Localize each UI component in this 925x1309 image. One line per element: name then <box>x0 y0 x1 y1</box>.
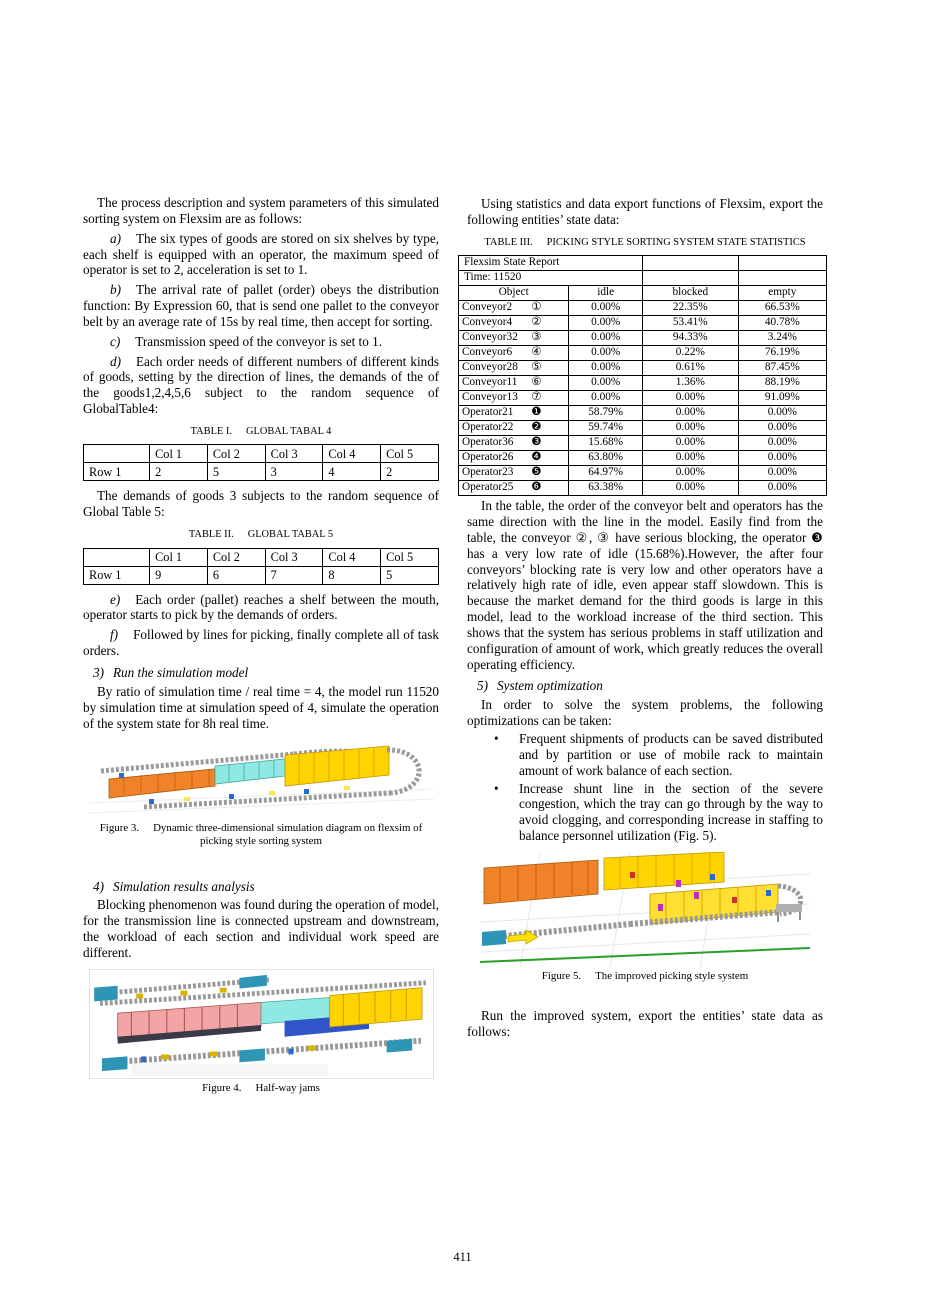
table-row <box>459 331 827 346</box>
table-row <box>459 406 827 421</box>
table2-header-cell: Col 2 <box>207 548 265 566</box>
table3-body <box>459 301 827 496</box>
item-label: c) <box>110 333 121 349</box>
table-row <box>84 566 439 584</box>
list-item <box>83 627 439 659</box>
object-cell <box>459 346 569 361</box>
cell-value: 3 <box>265 463 323 481</box>
object-name: Conveyor6 <box>462 346 513 359</box>
object-marker: ⑤ <box>531 361 542 374</box>
table2-header-cell: Col 1 <box>150 548 208 566</box>
right-column <box>462 195 823 1042</box>
table-row <box>459 346 827 361</box>
blocked-value: 1.36% <box>642 376 738 391</box>
table2-caption-label: TABLE II. <box>188 529 234 541</box>
list-items-e-f <box>83 592 439 659</box>
table1-header-cell: Col 1 <box>150 445 208 463</box>
heading-text: System optimization <box>497 678 603 694</box>
object-name: Operator36 <box>462 436 514 449</box>
idle-value: 0.00% <box>569 301 643 316</box>
idle-value: 0.00% <box>569 391 643 406</box>
table1-header-cell: Col 2 <box>207 445 265 463</box>
idle-value: 0.00% <box>569 331 643 346</box>
table3-caption-label: TABLE III. <box>484 236 533 248</box>
figure3 <box>83 739 439 819</box>
blocked-value: 0.00% <box>642 436 738 451</box>
table1-header-cell: Col 4 <box>323 445 381 463</box>
heading-text: Run the simulation model <box>113 665 249 680</box>
object-marker: ④ <box>531 346 542 359</box>
list-item <box>83 354 439 417</box>
list-item <box>83 592 439 624</box>
heading-run-simulation <box>93 665 439 681</box>
run-paragraph: By ratio of simulation time / real time = 4, the model run 11520 by simulation time at simulation speed of 4, simulate the operation of the system state for 8h real time. <box>83 683 439 731</box>
table2-global-tabal-5 <box>83 548 439 585</box>
object-cell <box>459 421 569 436</box>
cell-value: 5 <box>207 463 265 481</box>
empty-value: 0.00% <box>738 436 826 451</box>
idle-value: 0.00% <box>569 316 643 331</box>
idle-value: 63.80% <box>569 451 643 466</box>
table3-header-empty: empty <box>738 286 826 301</box>
figure4-image <box>89 969 434 1079</box>
table2-caption <box>83 529 439 541</box>
object-name: Conveyor11 <box>462 376 518 389</box>
table-row <box>459 466 827 481</box>
object-name: Operator25 <box>462 481 514 494</box>
item-text: Followed by lines for picking, finally complete all of task orders. <box>83 627 439 659</box>
page-number: 411 <box>453 1250 472 1264</box>
item-text: The arrival rate of pallet (order) obeys the distribution function: By Expression 60, that is send one pallet to the conveyor belt by an average rate of 15s by real time, then accept for sorting. <box>83 282 439 329</box>
object-marker: ❹ <box>531 451 542 464</box>
figure5-caption-label: Figure 5. <box>541 969 582 982</box>
object-cell <box>459 466 569 481</box>
table-row <box>459 301 827 316</box>
optimization-bullet-list <box>492 731 823 844</box>
run-improved-paragraph: Run the improved system, export the entities’ state data as follows: <box>467 1007 823 1039</box>
table1-global-tabal-4 <box>83 444 439 481</box>
intro-paragraph: The process description and system parameters of this simulated sorting system on Flexsim are as follows: <box>83 195 439 226</box>
table2-header-cell: Col 5 <box>381 548 439 566</box>
list-item <box>83 282 439 330</box>
table2-header-cell <box>84 548 150 566</box>
cell-value: 2 <box>381 463 439 481</box>
table-row <box>459 316 827 331</box>
empty-value: 40.78% <box>738 316 826 331</box>
object-marker: ① <box>531 301 542 314</box>
table3-header-object: Object <box>459 286 569 301</box>
table3-header-blocked: blocked <box>642 286 738 301</box>
object-marker: ❺ <box>531 466 542 479</box>
table1-caption-title: GLOBAL TABAL 4 <box>245 425 332 437</box>
empty-cell <box>738 256 826 271</box>
list-item <box>83 231 439 279</box>
table2-header-cell: Col 3 <box>265 548 323 566</box>
object-name: Operator22 <box>462 421 514 434</box>
figure3-caption-text: Dynamic three-dimensional simulation diagram on flexsim of picking style sorting system <box>153 822 423 848</box>
table3-state-statistics <box>458 255 827 496</box>
item-label: f) <box>110 627 119 643</box>
empty-value: 87.45% <box>738 361 826 376</box>
blocked-value: 0.00% <box>642 451 738 466</box>
blocked-value: 22.35% <box>642 301 738 316</box>
report-time: Time: 11520 <box>459 271 643 286</box>
object-marker: ❻ <box>531 481 542 494</box>
blocked-value: 0.00% <box>642 421 738 436</box>
object-name: Operator26 <box>462 451 514 464</box>
object-name: Operator23 <box>462 466 514 479</box>
empty-value: 88.19% <box>738 376 826 391</box>
table1-header-cell: Col 5 <box>381 445 439 463</box>
cell-value: 4 <box>323 463 381 481</box>
empty-value: 0.00% <box>738 451 826 466</box>
figure4-caption-text: Half-way jams <box>255 1081 320 1094</box>
empty-value: 0.00% <box>738 481 826 496</box>
item-label: b) <box>110 282 121 298</box>
object-cell <box>459 301 569 316</box>
object-marker: ③ <box>531 331 542 344</box>
idle-value: 0.00% <box>569 376 643 391</box>
table1-header-row <box>84 445 439 463</box>
figure5 <box>467 852 823 967</box>
table-row <box>459 421 827 436</box>
empty-value: 66.53% <box>738 301 826 316</box>
figure4-caption-label: Figure 4. <box>202 1081 242 1094</box>
table-row <box>459 391 827 406</box>
optimization-paragraph: In order to solve the system problems, the following optimizations can be taken: <box>467 697 823 729</box>
cell-value: 8 <box>323 566 381 584</box>
list-item <box>83 334 439 350</box>
empty-value: 76.19% <box>738 346 826 361</box>
blocking-paragraph: Blocking phenomenon was found during the operation of model, for the transmission line is connected upstream and downstream, the workload of each section and individual work speed are different. <box>83 897 439 960</box>
object-cell <box>459 436 569 451</box>
object-cell <box>459 481 569 496</box>
table1-header-cell <box>84 445 150 463</box>
bullet-item <box>492 781 823 844</box>
empty-cell <box>642 271 738 286</box>
figure3-image <box>89 739 434 819</box>
cell-value: 9 <box>150 566 208 584</box>
object-name: Conveyor28 <box>462 361 518 374</box>
object-cell <box>459 361 569 376</box>
item-label: e) <box>110 591 121 607</box>
item-text: The six types of goods are stored on six shelves by type, each shelf is equipped with an operator, the maximum speed of operator is set to 2, acceleration is set to 1. <box>83 230 439 278</box>
item-text: Transmission speed of the conveyor is set to 1. <box>135 333 383 349</box>
table-row <box>459 451 827 466</box>
heading-number: 4) <box>93 878 104 894</box>
object-cell <box>459 406 569 421</box>
figure5-caption-text: The improved picking style system <box>595 969 749 982</box>
cell-value: 2 <box>150 463 208 481</box>
table-row <box>459 436 827 451</box>
item-label: d) <box>110 353 121 369</box>
object-cell <box>459 391 569 406</box>
object-name: Operator21 <box>462 406 514 419</box>
empty-value: 91.09% <box>738 391 826 406</box>
idle-value: 58.79% <box>569 406 643 421</box>
object-marker: ⑦ <box>531 391 542 404</box>
figure5-image <box>480 852 810 967</box>
blocked-value: 53.41% <box>642 316 738 331</box>
table2-header-row <box>84 548 439 566</box>
table1-caption-label: TABLE I. <box>190 425 232 437</box>
heading-number: 5) <box>477 678 488 694</box>
blocked-value: 0.00% <box>642 391 738 406</box>
object-cell <box>459 316 569 331</box>
figure4 <box>83 969 439 1079</box>
heading-number: 3) <box>93 665 104 680</box>
report-time-row <box>459 271 827 286</box>
blocked-value: 0.00% <box>642 406 738 421</box>
bullet-item <box>492 731 823 779</box>
table3-header-idle: idle <box>569 286 643 301</box>
figure5-caption <box>477 970 813 983</box>
table-row <box>459 361 827 376</box>
empty-value: 0.00% <box>738 421 826 436</box>
bullet-text: Frequent shipments of products can be saved distributed and by partition or use of mobile rack to maintain amount of work balance of each section. <box>519 730 823 778</box>
row-label: Row 1 <box>84 463 150 481</box>
object-cell <box>459 376 569 391</box>
list-items-a-d <box>83 231 439 417</box>
bullet-text: Increase shunt line in the section of the severe congestion, which the tray can go through by the way to avoid clogging, and corresponding increase in staffing to balance personnel utilization (Fig. 5). <box>519 780 823 844</box>
blocked-value: 0.61% <box>642 361 738 376</box>
item-text: Each order needs of different numbers of different kinds of goods, setting by the direction of lines, the demands of the of the goods1,2,4,5,6 subject to the random sequence of GlobalTable4: <box>83 353 439 417</box>
object-marker: ❶ <box>531 406 542 419</box>
table-row <box>84 463 439 481</box>
object-cell <box>459 451 569 466</box>
report-title-row <box>459 256 827 271</box>
table3-caption-title: PICKING STYLE SORTING SYSTEM STATE STATISTICS <box>546 236 806 248</box>
empty-value: 0.00% <box>738 406 826 421</box>
empty-value: 0.00% <box>738 466 826 481</box>
blocked-value: 94.33% <box>642 331 738 346</box>
object-cell <box>459 331 569 346</box>
table1-header-cell: Col 3 <box>265 445 323 463</box>
cell-value: 5 <box>381 566 439 584</box>
empty-value: 3.24% <box>738 331 826 346</box>
table3-caption <box>467 237 823 249</box>
object-name: Conveyor13 <box>462 391 518 404</box>
table-row <box>459 376 827 391</box>
table2-caption-title: GLOBAL TABAL 5 <box>247 529 334 541</box>
heading-simulation-results <box>93 879 439 895</box>
object-name: Conveyor2 <box>462 301 513 314</box>
figure3-caption-label: Figure 3. <box>99 822 140 835</box>
object-marker: ❸ <box>531 436 542 449</box>
table1-caption <box>83 426 439 438</box>
row-label: Row 1 <box>84 566 150 584</box>
figure4-caption <box>93 1082 429 1095</box>
table3-header-row <box>459 286 827 301</box>
blocked-value: 0.00% <box>642 481 738 496</box>
table-row <box>459 481 827 496</box>
empty-cell <box>642 256 738 271</box>
figure3-caption <box>93 822 429 848</box>
analysis-paragraph: In the table, the order of the conveyor belt and operators has the same direction with the line in the model. Easily find from the table, the conveyor ②, ③ have serious blocking, the operator ❸ has a very low rate of idle (15.68%).However, the after four conveyors’ blocking rate is very low and other operators have a relatively high rate of idle, even appear staff slowdown. This is because the market demand for the third goods is large in this model, lead to the workload increase of the third section. This shows that the system has serious problems in staff utilization and configuration of amount of work, which greatly reduces the overall operating efficiency. <box>467 498 823 672</box>
cell-value: 6 <box>207 566 265 584</box>
stats-paragraph: Using statistics and data export functions of Flexsim, export the following entities’ state data: <box>467 196 823 227</box>
item-label: a) <box>110 230 121 246</box>
object-marker: ❷ <box>531 421 542 434</box>
report-title: Flexsim State Report <box>459 256 643 271</box>
object-name: Conveyor4 <box>462 316 513 329</box>
blocked-value: 0.22% <box>642 346 738 361</box>
idle-value: 63.38% <box>569 481 643 496</box>
empty-cell <box>738 271 826 286</box>
idle-value: 59.74% <box>569 421 643 436</box>
heading-system-optimization <box>477 678 823 694</box>
heading-text: Simulation results analysis <box>113 878 255 894</box>
object-marker: ⑥ <box>531 376 542 389</box>
item-text: Each order (pallet) reaches a shelf between the mouth, operator starts to pick by the demands of orders. <box>83 591 439 623</box>
object-marker: ② <box>531 316 542 329</box>
idle-value: 64.97% <box>569 466 643 481</box>
cell-value: 7 <box>265 566 323 584</box>
object-name: Conveyor32 <box>462 331 518 344</box>
idle-value: 0.00% <box>569 361 643 376</box>
blocked-value: 0.00% <box>642 466 738 481</box>
table2-header-cell: Col 4 <box>323 548 381 566</box>
idle-value: 15.68% <box>569 436 643 451</box>
goods3-paragraph: The demands of goods 3 subjects to the random sequence of Global Table 5: <box>83 488 439 520</box>
left-column <box>83 194 439 1105</box>
idle-value: 0.00% <box>569 346 643 361</box>
